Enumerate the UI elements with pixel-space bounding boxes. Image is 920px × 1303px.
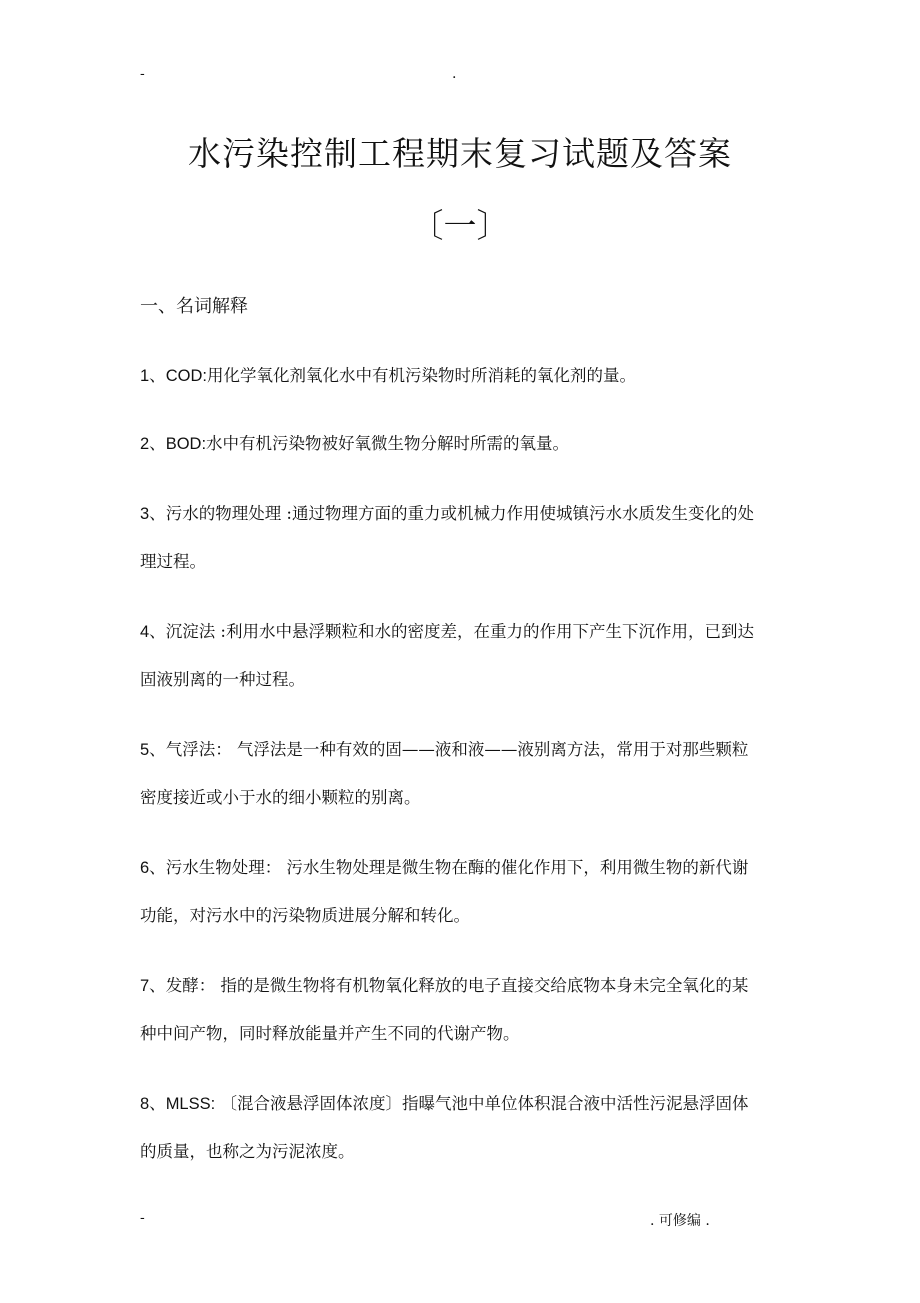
definition-entry-3 bbox=[140, 490, 756, 586]
entry-text: 用化学氧化剂氧化水中有机污染物时所消耗的氧化剂的量。 bbox=[206, 366, 636, 385]
entry-text: 通过物理方面的重力或机械力作用使城镇污水水质发生变化的处理过程。 bbox=[140, 504, 754, 571]
entry-text: 气浮法是一种有效的固——液和液——液别离方法，常用于对那些颗粒密度接近或小于水的细小颗粒的别离。 bbox=[140, 740, 749, 807]
entry-term: MLSS: bbox=[165, 1095, 216, 1113]
entry-term: 污水的物理处理 : bbox=[165, 504, 292, 523]
definition-entry-1 bbox=[140, 352, 756, 400]
entry-number: 1、 bbox=[140, 367, 166, 385]
entry-term: 气浮法： bbox=[165, 740, 232, 759]
definition-entry-4 bbox=[140, 608, 756, 704]
definition-entry-7 bbox=[140, 962, 756, 1058]
entry-text: 水中有机污染物被好氧微生物分解时所需的氧量。 bbox=[206, 434, 570, 453]
entry-number: 8、 bbox=[140, 1095, 166, 1113]
page-title: 水污染控制工程期末复习试题及答案 bbox=[188, 134, 732, 173]
entry-text: 指的是微生物将有机物氧化释放的电子直接交给底物本身未完全氧化的某种中间产物，同时释放能量并产生不同的代谢产物。 bbox=[140, 976, 749, 1043]
footer-left-mark: - bbox=[140, 1210, 145, 1226]
entry-number: 5、 bbox=[140, 741, 166, 759]
entry-number: 3、 bbox=[140, 505, 166, 523]
entry-number: 2、 bbox=[140, 435, 166, 453]
entry-number: 7、 bbox=[140, 977, 166, 995]
definition-entry-5 bbox=[140, 726, 756, 822]
entry-term: BOD: bbox=[165, 435, 207, 453]
header-center-mark: . bbox=[452, 66, 457, 82]
definition-entry-2 bbox=[140, 420, 756, 468]
entry-number: 6、 bbox=[140, 859, 166, 877]
page-subtitle: 〔一〕 bbox=[410, 206, 510, 245]
section-heading: 一、名词解释 bbox=[140, 296, 248, 317]
definition-entry-8 bbox=[140, 1080, 756, 1176]
entry-term: COD: bbox=[165, 367, 207, 385]
definition-entry-6 bbox=[140, 844, 756, 940]
entry-text: 〔混合液悬浮固体浓度〕指曝气池中单位体积混合液中活性污泥悬浮固体的质量，也称之为污泥浓度。 bbox=[140, 1094, 749, 1161]
entry-term: 沉淀法 : bbox=[165, 622, 226, 641]
header-left-mark: - bbox=[140, 66, 145, 82]
entry-text: 污水生物处理是微生物在酶的催化作用下，利用微生物的新代谢功能，对污水中的污染物质进展分解和转化。 bbox=[140, 858, 749, 925]
entry-text: 利用水中悬浮颗粒和水的密度差，在重力的作用下产生下沉作用，已到达固液别离的一种过程。 bbox=[140, 622, 754, 689]
entry-term: 发酵： bbox=[165, 976, 216, 995]
entry-term: 污水生物处理： bbox=[165, 858, 282, 877]
footer-note: . 可修编 . bbox=[650, 1213, 710, 1229]
entry-number: 4、 bbox=[140, 623, 166, 641]
